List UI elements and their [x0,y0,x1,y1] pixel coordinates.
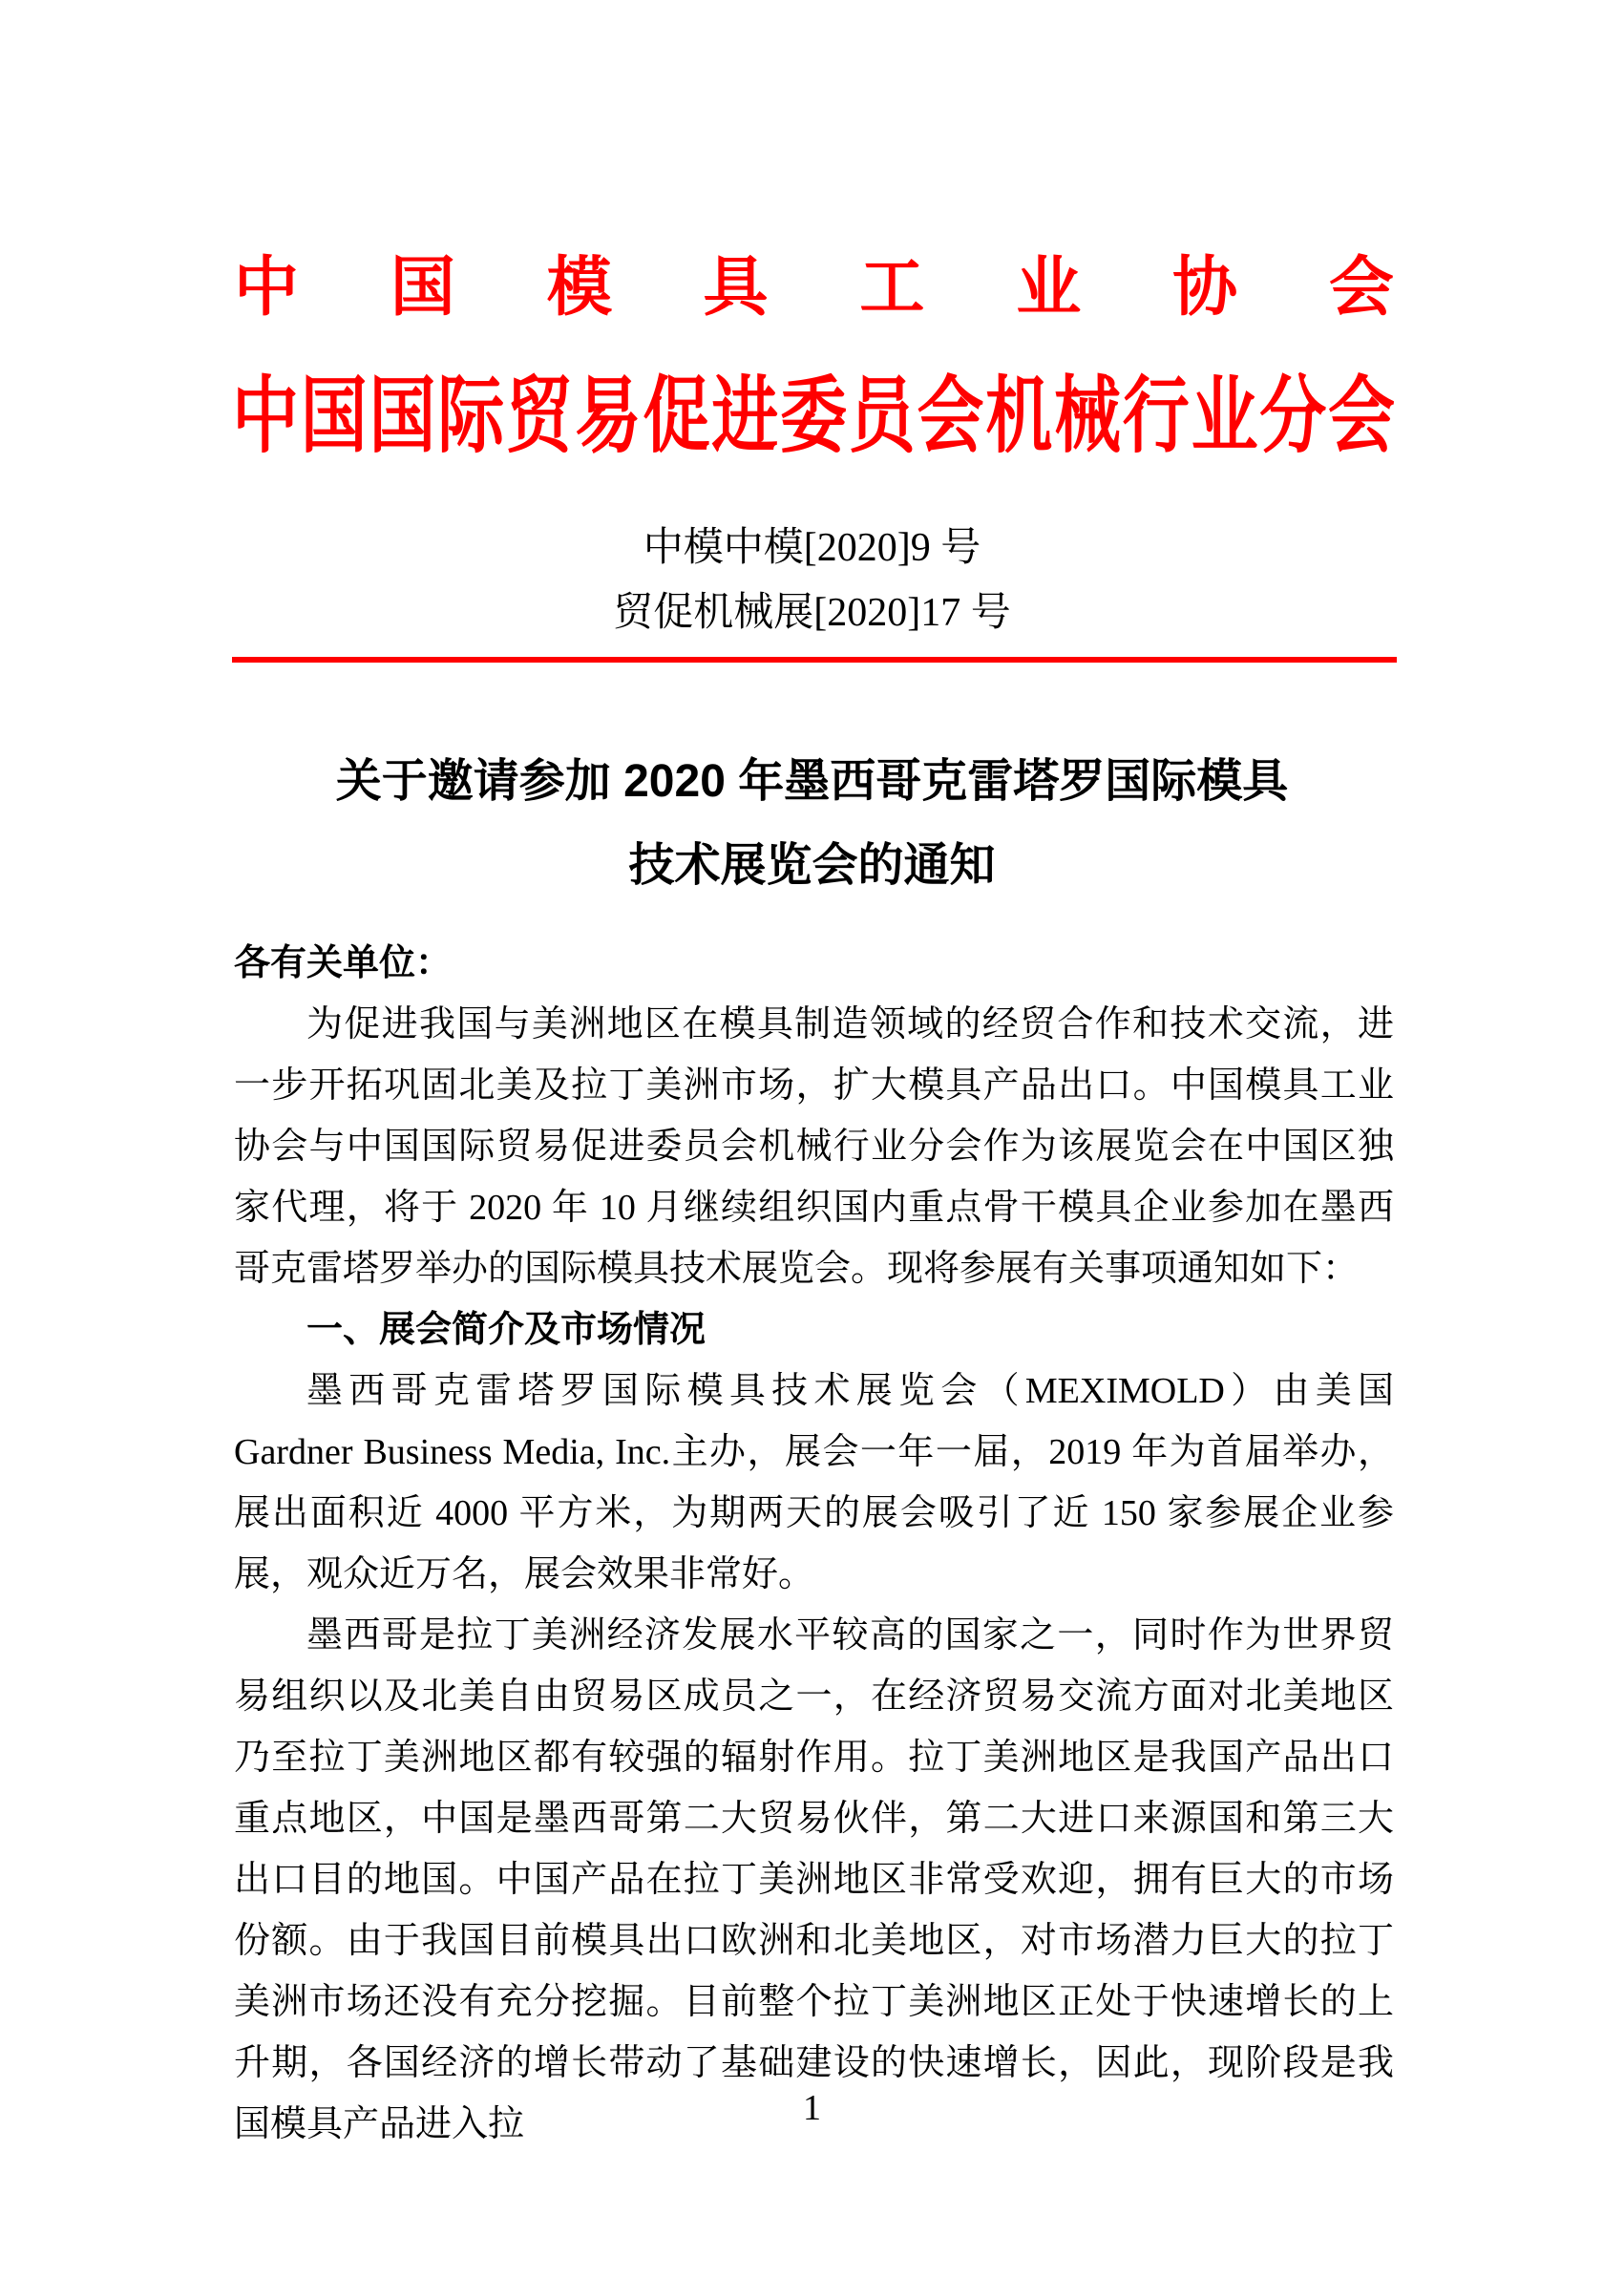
salutation: 各有关单位： [234,943,453,983]
page-number: 1 [803,2088,821,2128]
letterhead-org-line1: 中 国 模 具 工 业 协 会 [234,251,1394,324]
document-body [234,933,1394,2155]
document-number-line2: 贸促机械展[2020]17 号 [613,591,1011,635]
document-title-line2: 技术展览会的通知 [628,840,996,891]
paragraph-exhibition-overview: 墨西哥克雷塔罗国际模具技术展览会（MEXIMOLD）由美国 Gardner Business Media, Inc.主办，展会一年一届，2019 年为首届举办，展出面积近 4000 平方米，为期两天的展会吸引了近 150 家参展企业参展，观众近万名，展会效果非常好。 [234,1371,1394,1594]
document-number-line1: 中模中模[2020]9 号 [643,526,981,570]
letterhead-org-line2: 中 国 国 际 贸 易 促 进 委 员 会 机 械 行 业 分 会 [232,371,1395,464]
section1-heading: 一、展会简介及市场情况 [306,1310,707,1350]
paragraph-market-situation: 墨西哥是拉丁美洲经济发展水平较高的国家之一，同时作为世界贸易组织以及北美自由贸易区成员之一，在经济贸易交流方面对北美地区乃至拉丁美洲地区都有较强的辐射作用。拉丁美洲地区是我国产品出口重点地区，中国是墨西哥第二大贸易伙伴，第二大进口来源国和第三大出口目的地国。中国产品在拉丁美洲地区非常受欢迎，拥有巨大的市场份额。由于我国目前模具出口欧洲和北美地区，对市场潜力巨大的拉丁美洲市场还没有充分挖掘。目前整个拉丁美洲地区正处于快速增长的上升期，各国经济的增长带动了基础建设的快速增长，因此，现阶段是我国模具产品进入拉 [234,1615,1394,2144]
document-title [0,740,1624,908]
letterhead-red-rule [232,657,1397,663]
paragraph-intro: 为促进我国与美洲地区在模具制造领域的经贸合作和技术交流，进一步开拓巩固北美及拉丁美洲市场，扩大模具产品出口。中国模具工业协会与中国国际贸易促进委员会机械行业分会作为该展览会在中国区独家代理，将于 2020 年 10 月继续组织国内重点骨干模具企业参加在墨西哥克雷塔罗举办的国际模具技术展览会。现将参展有关事项通知如下： [234,1004,1394,1289]
document-title-line1: 关于邀请参加 2020 年墨西哥克雷塔罗国际模具 [335,756,1289,807]
document-numbers [0,516,1624,645]
